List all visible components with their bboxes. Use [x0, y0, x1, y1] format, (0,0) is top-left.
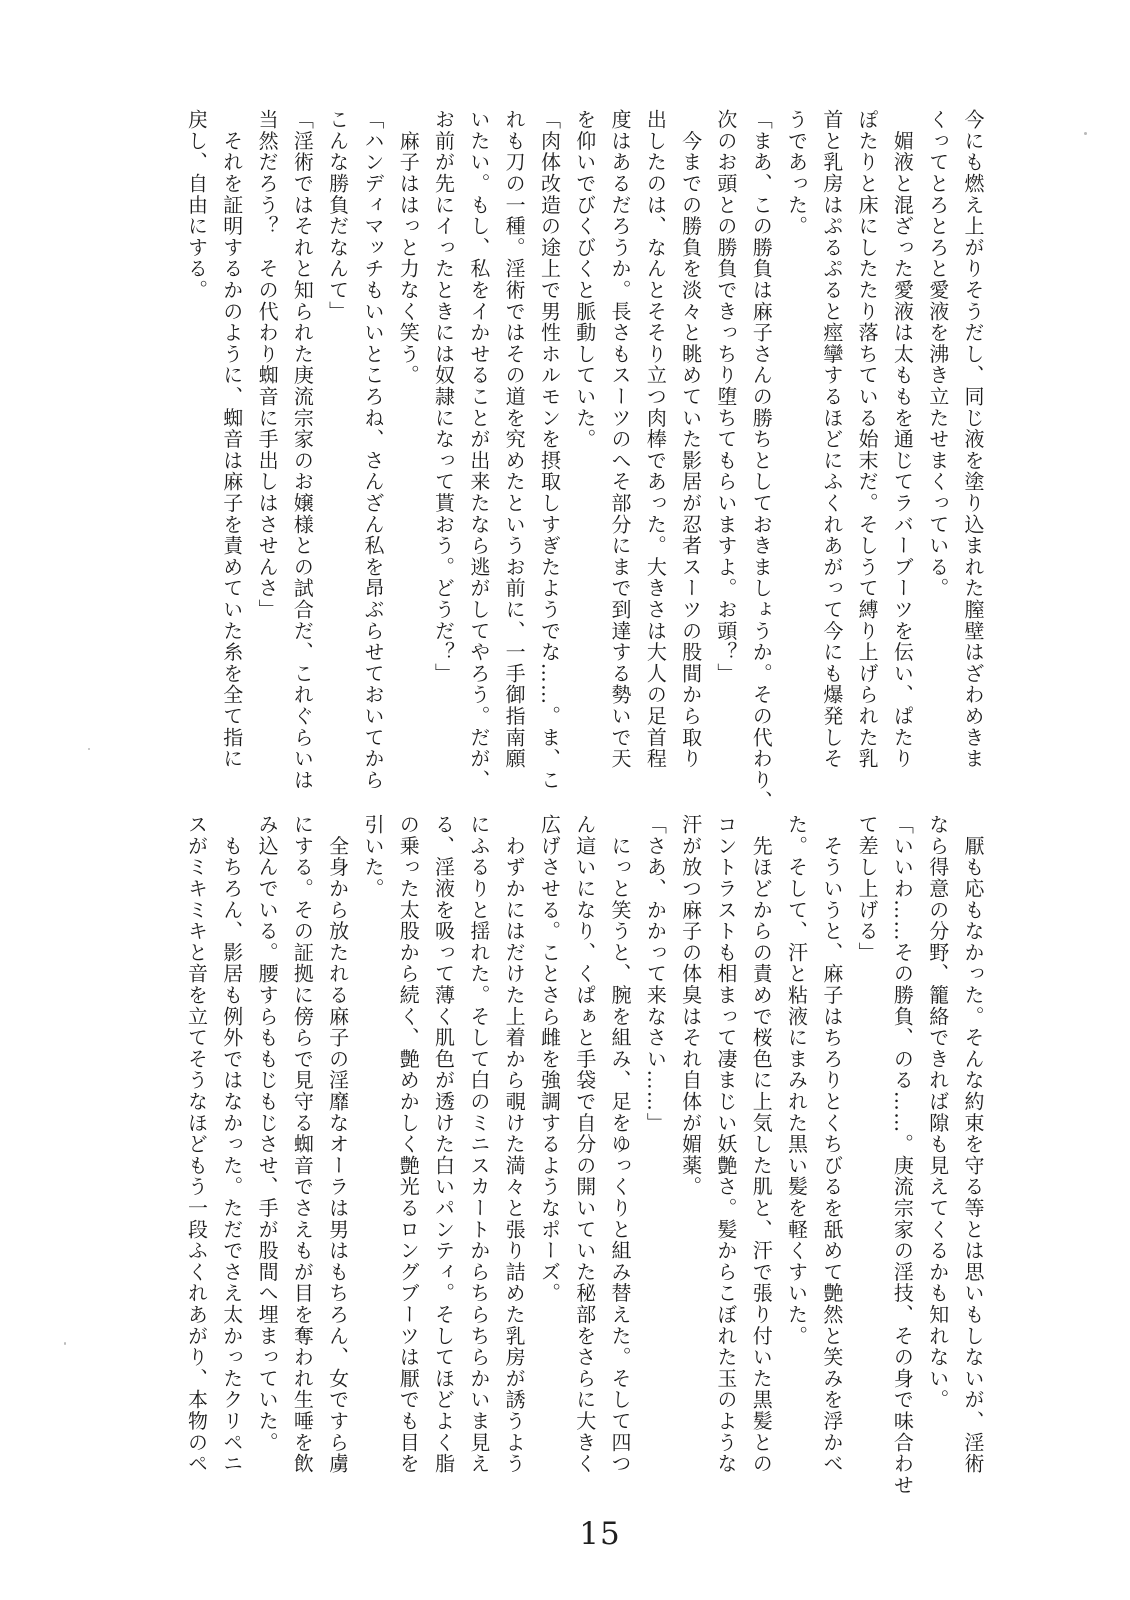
text-column: 戻し、自由にする。: [184, 109, 209, 301]
scan-speck: [1084, 132, 1087, 135]
text-column: うであった。: [784, 109, 809, 237]
text-column: た。そして、汗と粘液にまみれた黒い髪を軽くすいた。: [784, 814, 809, 1347]
text-column: 今までの勝負を淡々と眺めていた影居が忍者スーツの股間から取り: [678, 109, 703, 770]
text-column: にする。その証拠に傍らで見守る蜘音でさえもが目を奪われ生唾を飲: [290, 814, 315, 1475]
text-column: 「肉体改造の途上で男性ホルモンを摂取しすぎたようでな……。ま、こ: [537, 109, 562, 791]
text-column: 今にも燃え上がりそうだし、同じ液を塗り込まれた膣壁はざわめきま: [961, 109, 985, 770]
text-column: 当然だろう？ その代わり蜘音に手出しはさせんさ」: [255, 109, 280, 621]
scan-speck: [64, 1342, 66, 1345]
text-column: る、淫液を吸って薄く肌色が透けた白いパンティ。そしてほどよく脂: [431, 814, 456, 1475]
top-text-block: [178, 109, 990, 812]
text-column: 「ハンディマッチもいいところね、さんざん私を昂ぶらせておいてから: [360, 109, 385, 791]
text-column: それを証明するかのように、蜘音は麻子を責めていた糸を全て指に: [219, 109, 244, 770]
text-column: ん這いになり、くぱぁと手袋で自分の開いていた秘部をさらに大きく: [572, 814, 597, 1475]
text-column: もちろん、影居も例外ではなかった。ただでさえ太かったクリペニ: [219, 814, 244, 1475]
text-column: 厭も応もなかった。そんな約束を守る等とは思いもしないが、淫術: [961, 814, 985, 1475]
text-column: 広げさせる。ことさら雌を強調するようなポーズ。: [537, 814, 562, 1304]
text-column: 「まあ、この勝負は麻子さんの勝ちとしておきましょうか。その代わり、: [749, 109, 774, 812]
text-column: 「さあ、かかって来なさい……」: [643, 814, 668, 1134]
text-column: み込んでいる。腰すらももじもじさせ、手が股間へ埋まっていた。: [255, 814, 280, 1453]
text-column: の乗った太股から続く、艶めかしく艶光るロングブーツは厭でも目を: [396, 814, 421, 1475]
text-column: こんな勝負だなんて」: [325, 109, 350, 322]
text-column: 度はあるだろうか。長さもスーツのへそ部分にまで到達する勢いで天: [608, 109, 633, 770]
text-column: いたい。もし、私をイかせることが出来たなら逃がしてやろう。だが、: [466, 109, 491, 791]
text-column: を仰いでびくびくと脈動していた。: [572, 109, 597, 450]
text-column: スがミキミキと音を立てそうなほどもう一段ふくれあがり、本物のペ: [184, 814, 209, 1475]
text-column: そういうと、麻子はちろりとくちびるを舐めて艶然と笑みを浮かべ: [819, 814, 844, 1475]
scan-speck: [88, 748, 90, 750]
text-column: くってとろとろと愛液を沸き立たせまくっている。: [925, 109, 950, 599]
text-column: れも刀の一種。淫術ではその道を究めたというお前に、一手御指南願: [502, 109, 527, 770]
bottom-text-block: [178, 814, 990, 1514]
text-column: コントラストも相まって凄まじい妖艶さ。髪からこぼれた玉のような: [713, 814, 738, 1475]
text-column: 「いいわ……その勝負、のる……。庚流宗家の淫技、その身で味合わせ: [890, 814, 915, 1496]
text-column: ぽたりと床にしたたり落ちている始末だ。そしうて縛り上げられた乳: [855, 109, 880, 770]
text-column: にっと笑うと、腕を組み、足をゆっくりと組み替えた。そして四つ: [608, 814, 633, 1475]
text-column: 麻子ははっと力なく笑う。: [396, 109, 421, 386]
text-column: 出したのは、なんとそそり立つ肉棒であった。大きさは大人の足首程: [643, 109, 668, 770]
text-column: 次のお頭との勝負できっちり堕ちてもらいますよ。お頭？」: [713, 109, 738, 685]
text-column: お前が先にイったときには奴隷になって貰おう。どうだ？」: [431, 109, 456, 685]
page-number: 15: [579, 1516, 621, 1552]
text-column: にふるりと揺れた。そして白のミニスカートからちらちらかいま見え: [466, 814, 491, 1475]
text-column: 「淫術ではそれと知られた庚流宗家のお嬢様との試合だ、これぐらいは: [290, 109, 315, 791]
text-column: 媚液と混ざった愛液は太ももを通じてラバーブーツを伝い、ぱたり: [890, 109, 915, 770]
text-column: 全身から放たれる麻子の淫靡なオーラは男はもちろん、女ですら虜: [325, 814, 350, 1475]
text-column: て差し上げる」: [855, 814, 880, 964]
text-column: 引いた。: [360, 814, 385, 900]
text-column: 汗が放つ麻子の体臭はそれ自体が媚薬。: [678, 814, 703, 1198]
text-column: 先ほどからの責めで桜色に上気した肌と、汗で張り付いた黒髪との: [749, 814, 774, 1475]
text-column: わずかにはだけた上着から覗けた満々と張り詰めた乳房が誘うよう: [502, 814, 527, 1475]
text-column: 首と乳房はぷるぷると痙攣するほどにふくれあがって今にも爆発しそ: [819, 109, 844, 770]
text-column: なら得意の分野、籠絡できれば隙も見えてくるかも知れない。: [925, 814, 950, 1411]
